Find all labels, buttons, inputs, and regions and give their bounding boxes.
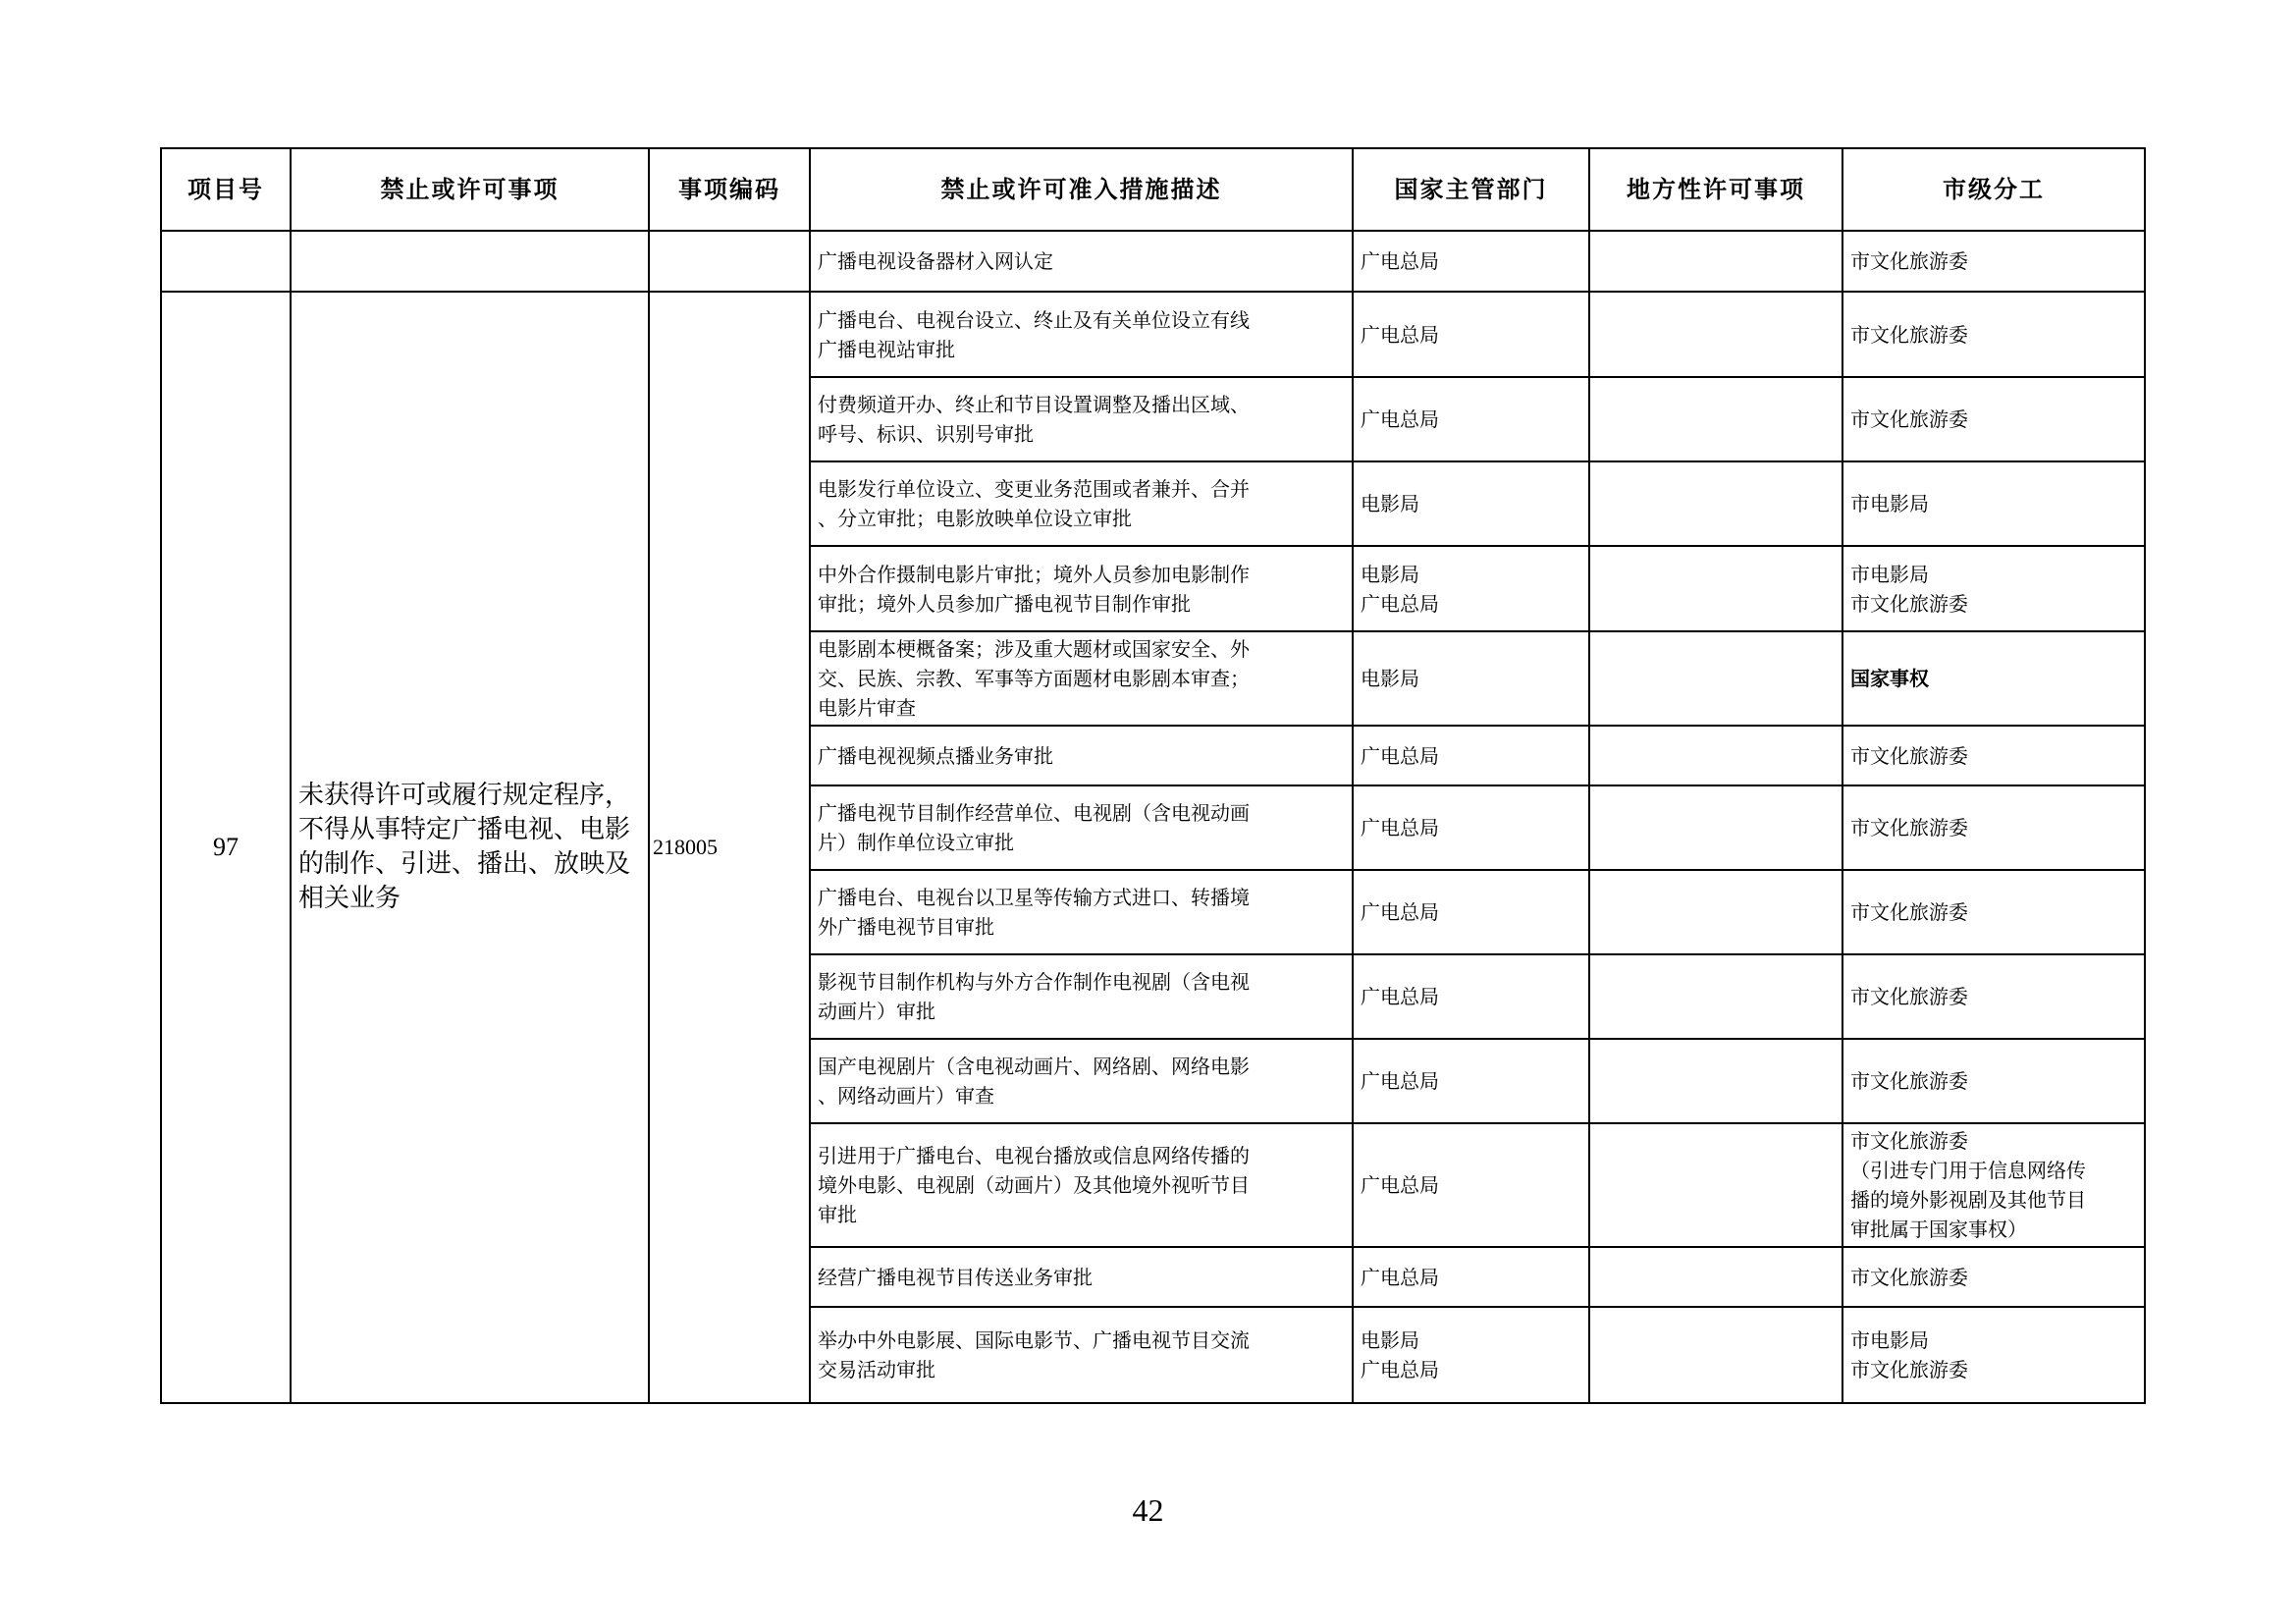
cell-city-line: 市文化旅游委: [1850, 816, 1968, 839]
header-national-department: 国家主管部门: [1353, 148, 1589, 231]
cell-description-line: 外广播电视节目审批: [818, 915, 994, 939]
table-row: [161, 292, 2145, 377]
cell-description-line: 审批；境外人员参加广播电视节目制作审批: [818, 591, 1191, 616]
cell-description-line: 、网络动画片）审查: [818, 1084, 994, 1108]
cell-city: 市文化旅游委: [1842, 231, 2145, 292]
cell-description-line: 国产电视剧片（含电视动画片、网络剧、网络电影: [818, 1055, 1250, 1078]
cell-local: [1589, 870, 1842, 954]
cell-description-line: 片）制作单位设立审批: [818, 831, 1014, 854]
cell-national: [1353, 1123, 1589, 1247]
cell-national-line: 广电总局: [1361, 322, 1439, 347]
cell-name-empty: [291, 231, 649, 292]
cell-national: [1353, 954, 1589, 1039]
header-local-permit: 地方性许可事项: [1589, 148, 1842, 231]
cell-city: [1842, 1247, 2145, 1307]
cell-description-line: 广播电台、电视台设立、终止及有关单位设立有线: [818, 307, 1250, 332]
cell-city-line: 市电影局: [1850, 562, 1929, 586]
header-item-name: 禁止或许可事项: [291, 148, 649, 231]
page-number: 42: [1132, 1492, 1164, 1528]
cell-description-line: 交、民族、宗教、军事等方面题材电影剧本审查；: [818, 667, 1250, 690]
cell-description: [810, 1123, 1353, 1247]
cell-city-line: 市文化旅游委: [1850, 1265, 1968, 1289]
header-measure-description: 禁止或许可准入措施描述: [810, 148, 1353, 231]
cell-national-line: 广电总局: [1361, 407, 1439, 431]
cell-city-line: 市文化旅游委: [1850, 1069, 1968, 1093]
cell-national-line: 电影局: [1361, 667, 1419, 690]
cell-description-line: 审批: [818, 1203, 857, 1226]
cell-national-line: 广电总局: [1361, 900, 1439, 924]
cell-city-line: 市电影局: [1850, 492, 1929, 515]
cell-description: [810, 1307, 1353, 1403]
cell-national: [1353, 292, 1589, 377]
cell-description-line: 交易活动审批: [818, 1358, 935, 1381]
cell-national-line: 电影局: [1361, 492, 1419, 515]
cell-city: [1842, 954, 2145, 1039]
cell-city-line: 市电影局: [1850, 1328, 1929, 1352]
cell-description: [810, 461, 1353, 546]
cell-description-line: 动画片）审批: [818, 1000, 935, 1023]
cell-description-line: 经营广播电视节目传送业务审批: [818, 1265, 1093, 1289]
cell-code-empty: [649, 231, 810, 292]
cell-description: [810, 1039, 1353, 1123]
cell-city: [1842, 785, 2145, 870]
cell-city: [1842, 631, 2145, 726]
cell-city: [1842, 292, 2145, 377]
cell-city-line: 播的境外影视剧及其他节目: [1850, 1188, 2086, 1212]
cell-description-line: 广播电视站审批: [818, 337, 955, 361]
cell-national: [1353, 546, 1589, 631]
cell-description: [810, 954, 1353, 1039]
cell-description-line: 广播电视视频点播业务审批: [818, 743, 1053, 768]
cell-local: [1589, 377, 1842, 461]
cell-city: [1842, 546, 2145, 631]
header-city-division: 市级分工: [1842, 148, 2145, 231]
cell-city-line: （引进专门用于信息网络传: [1850, 1159, 2086, 1182]
cell-city-line: 审批属于国家事权）: [1850, 1218, 2027, 1241]
cell-description: [810, 870, 1353, 954]
cell-description-line: 影视节目制作机构与外方合作制作电视剧（含电视: [818, 970, 1250, 994]
cell-city: [1842, 1039, 2145, 1123]
cell-description-line: 中外合作摄制电影片审批；境外人员参加电影制作: [818, 562, 1250, 586]
item-97-body: [161, 292, 2145, 1403]
cell-description-line: 引进用于广播电台、电视台播放或信息网络传播的: [818, 1144, 1250, 1167]
cell-national-line: 广电总局: [1361, 591, 1439, 616]
cell-local: [1589, 1039, 1842, 1123]
cell-description-line: 境外电影、电视剧（动画片）及其他境外视听节目: [818, 1173, 1250, 1197]
cell-city: [1842, 726, 2145, 785]
cell-national: [1353, 377, 1589, 461]
header-row: [161, 148, 2145, 231]
cell-national: [1353, 785, 1589, 870]
cell-number-empty: [161, 231, 291, 292]
cell-city-line: 市文化旅游委: [1850, 900, 1968, 924]
cell-description-line: 广播电台、电视台以卫星等传输方式进口、转播境: [818, 886, 1250, 909]
cell-local: [1589, 231, 1842, 292]
cell-national: [1353, 461, 1589, 546]
cell-description: [810, 785, 1353, 870]
cell-city-line: 市文化旅游委: [1850, 322, 1968, 347]
cell-city: [1842, 1123, 2145, 1247]
cell-local: [1589, 726, 1842, 785]
cell-city: [1842, 870, 2145, 954]
cell-description-line: 电影剧本梗概备案；涉及重大题材或国家安全、外: [818, 637, 1250, 661]
table-row-continued: [161, 231, 2145, 292]
header-item-code: 事项编码: [649, 148, 810, 231]
cell-national-line: 广电总局: [1361, 1358, 1439, 1381]
item-number: 97: [161, 292, 291, 1403]
cell-city-line: 市文化旅游委: [1850, 1129, 1968, 1153]
cell-local: [1589, 954, 1842, 1039]
cell-city-line: 市文化旅游委: [1850, 1358, 1968, 1381]
cell-description-line: 举办中外电影展、国际电影节、广播电视节目交流: [818, 1328, 1250, 1352]
cell-national-line: 广电总局: [1361, 816, 1439, 839]
cell-city-line: 市文化旅游委: [1850, 743, 1968, 768]
cell-description: [810, 1247, 1353, 1307]
cell-national: 广电总局: [1353, 231, 1589, 292]
cell-national-line: 电影局: [1361, 1328, 1419, 1352]
cell-description: [810, 726, 1353, 785]
cell-description: [810, 631, 1353, 726]
cell-description: 广播电视设备器材入网认定: [810, 231, 1353, 292]
cell-local: [1589, 631, 1842, 726]
cell-local: [1589, 1307, 1842, 1403]
cell-local: [1589, 461, 1842, 546]
cell-national: [1353, 631, 1589, 726]
cell-description-line: 呼号、标识、识别号审批: [818, 422, 1034, 446]
item-name: 未获得许可或履行规定程序，不得从事特定广播电视、电影的制作、引进、播出、放映及相关业务: [291, 292, 649, 1403]
cell-national-line: 广电总局: [1361, 1173, 1439, 1197]
cell-national-line: 电影局: [1361, 562, 1419, 586]
cell-city: [1842, 1307, 2145, 1403]
cell-local: [1589, 1247, 1842, 1307]
cell-local: [1589, 292, 1842, 377]
cell-national: [1353, 1307, 1589, 1403]
cell-national-line: 广电总局: [1361, 985, 1439, 1008]
cell-description-line: 广播电视节目制作经营单位、电视剧（含电视动画: [818, 801, 1250, 825]
cell-description-line: 、分立审批；电影放映单位设立审批: [818, 507, 1132, 530]
cell-local: [1589, 785, 1842, 870]
header-item-number: 项目号: [161, 148, 291, 231]
cell-city: [1842, 461, 2145, 546]
cell-city: [1842, 377, 2145, 461]
cell-description: [810, 377, 1353, 461]
cell-national: [1353, 870, 1589, 954]
item-code: 218005: [649, 292, 810, 1403]
cell-description-line: 付费频道开办、终止和节目设置调整及播出区域、: [818, 393, 1250, 416]
cell-description-line: 电影片审查: [818, 696, 916, 720]
cell-local: [1589, 1123, 1842, 1247]
cell-city-line: 国家事权: [1850, 667, 1929, 690]
cell-national: [1353, 1039, 1589, 1123]
cell-national: [1353, 1247, 1589, 1307]
cell-national-line: 广电总局: [1361, 1265, 1439, 1289]
cell-description: [810, 546, 1353, 631]
cell-city-line: 市文化旅游委: [1850, 591, 1968, 616]
cell-national-line: 广电总局: [1361, 1069, 1439, 1093]
cell-description-line: 电影发行单位设立、变更业务范围或者兼并、合并: [818, 477, 1250, 501]
cell-description: [810, 292, 1353, 377]
cell-city-line: 市文化旅游委: [1850, 985, 1968, 1008]
cell-local: [1589, 546, 1842, 631]
cell-city-line: 市文化旅游委: [1850, 407, 1968, 431]
cell-national-line: 广电总局: [1361, 743, 1439, 768]
permission-table: [160, 147, 2146, 1404]
cell-national: [1353, 726, 1589, 785]
